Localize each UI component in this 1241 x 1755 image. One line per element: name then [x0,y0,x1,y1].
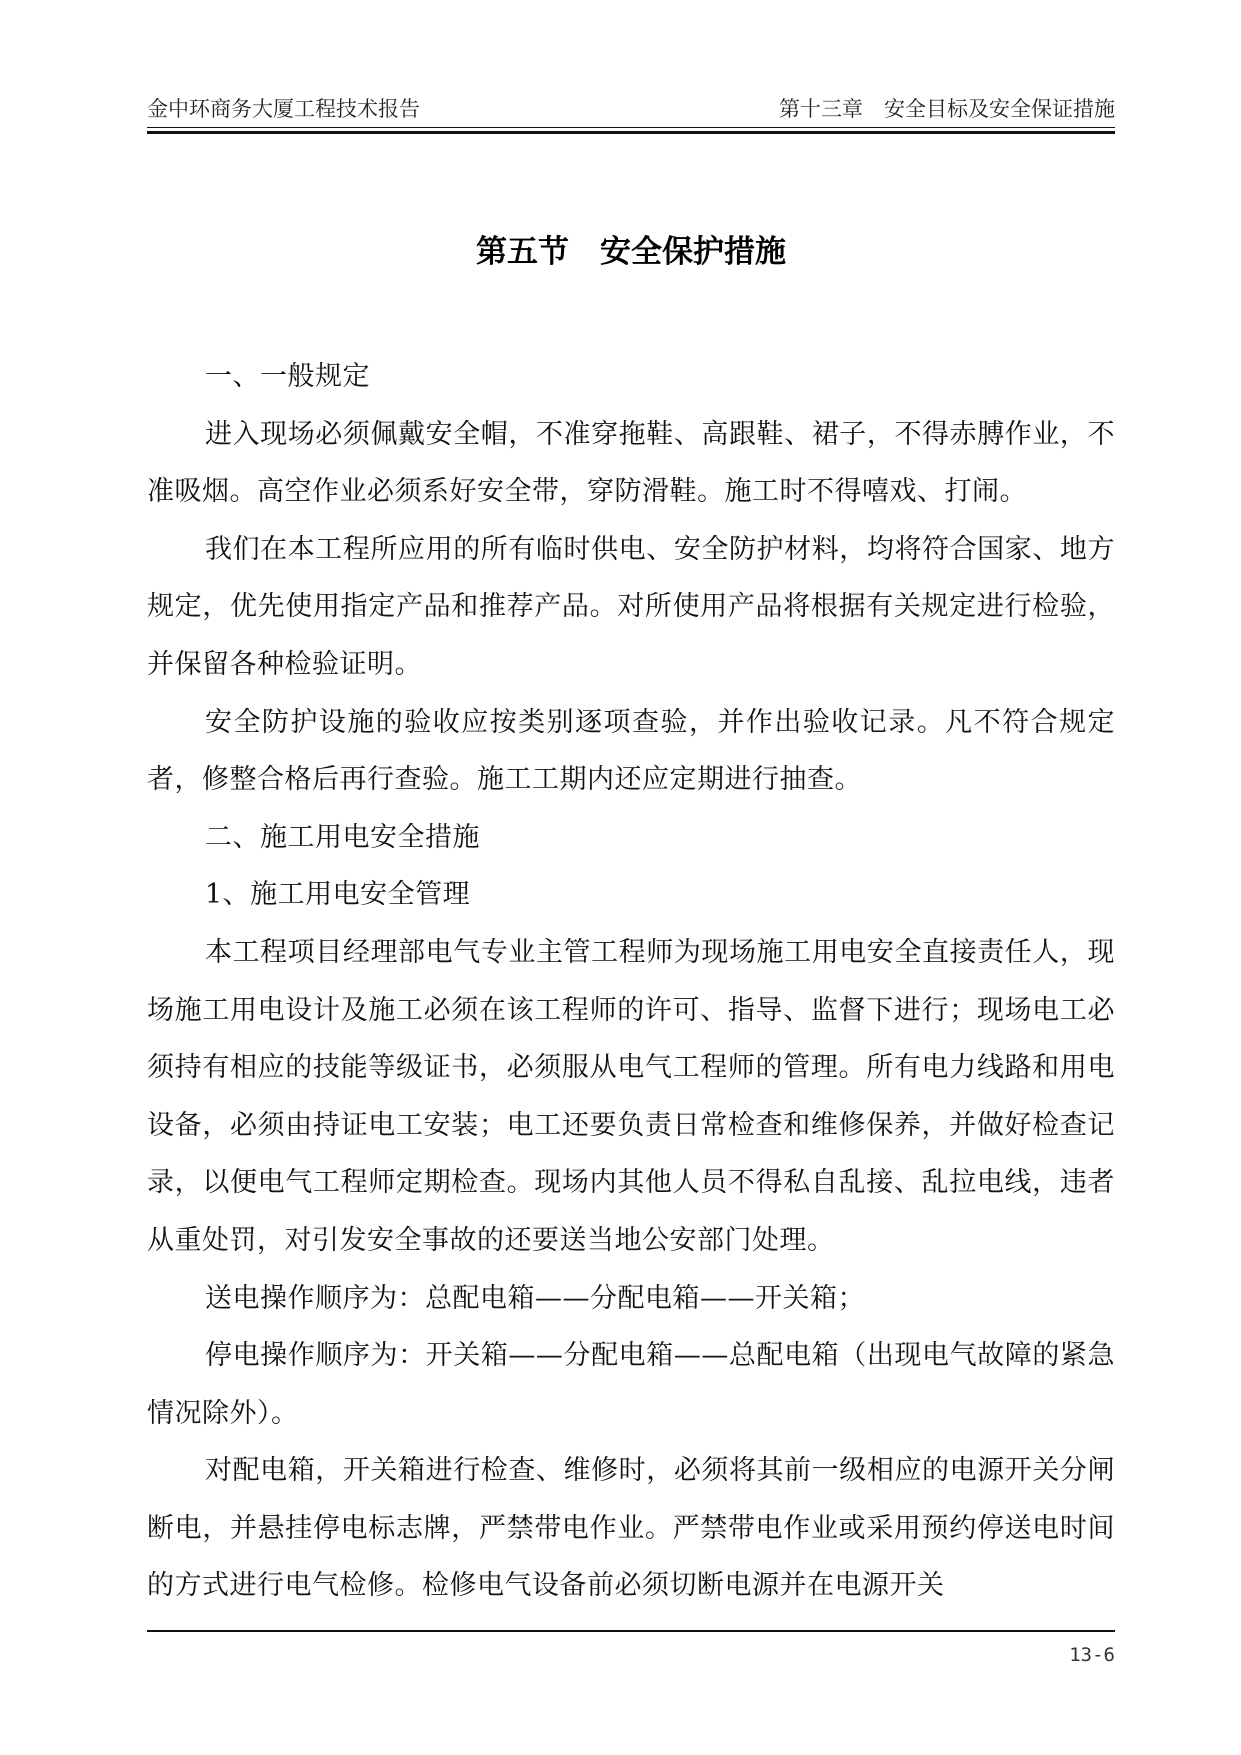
heading-electrical-safety: 二、施工用电安全措施 [205,821,480,853]
header-report-title: 金中环商务大厦工程技术报告 [147,97,420,121]
body-text [147,348,1115,1615]
heading-general-rules: 一、一般规定 [205,361,370,392]
header-chapter-title: 第十三章 安全目标及安全保证措施 [779,97,1115,121]
header-divider-thin [147,127,1115,128]
paragraph: 停电操作顺序为：开关箱——分配电箱——总配电箱（出现电气故障的紧急情况除外）。 [147,1340,1115,1429]
page-number: 13-6 [1069,1644,1115,1666]
paragraph: 本工程项目经理部电气专业主管工程师为现场施工用电安全直接责任人，现场施工用电设计及施工必须在该工程师的许可、指导、监督下进行；现场电工必须持有相应的技能等级证书，必须服从电气工程师的管理。所有电力线路和用电设备，必须由持证电工安装；电工还要负责日常检查和维修保养，并做好检查记录，以便电气工程师定期检查。现场内其他人员不得私自乱接、乱拉电线，违者从重处罚，对引发安全事故的还要送当地公安部门处理。 [147,936,1115,1256]
paragraph: 进入现场必须佩戴安全帽，不准穿拖鞋、高跟鞋、裙子，不得赤膊作业，不准吸烟。高空作业必须系好安全带，穿防滑鞋。施工时不得嘻戏、打闹。 [147,418,1115,508]
paragraph: 对配电箱，开关箱进行检查、维修时，必须将其前一级相应的电源开关分闸断电，并悬挂停电标志牌，严禁带电作业。严禁带电作业或采用预约停送电时间的方式进行电气检修。检修电气设备前必须切断电源并在电源开关 [147,1455,1115,1602]
header-divider-thick [147,131,1115,134]
section-title: 第五节 安全保护措施 [476,234,786,270]
subheading-electrical-management: 1、施工用电安全管理 [205,879,471,911]
footer-divider [147,1630,1115,1632]
paragraph: 我们在本工程所应用的所有临时供电、安全防护材料，均将符合国家、地方规定，优先使用指定产品和推荐产品。对所使用产品将根据有关规定进行检验，并保留各种检验证明。 [147,533,1115,680]
page-header [147,92,1115,126]
paragraph: 安全防护设施的验收应按类别逐项查验，并作出验收记录。凡不符合规定者，修整合格后再行查验。施工工期内还应定期进行抽查。 [147,706,1115,796]
paragraph: 送电操作顺序为：总配电箱——分配电箱——开关箱； [205,1282,865,1314]
